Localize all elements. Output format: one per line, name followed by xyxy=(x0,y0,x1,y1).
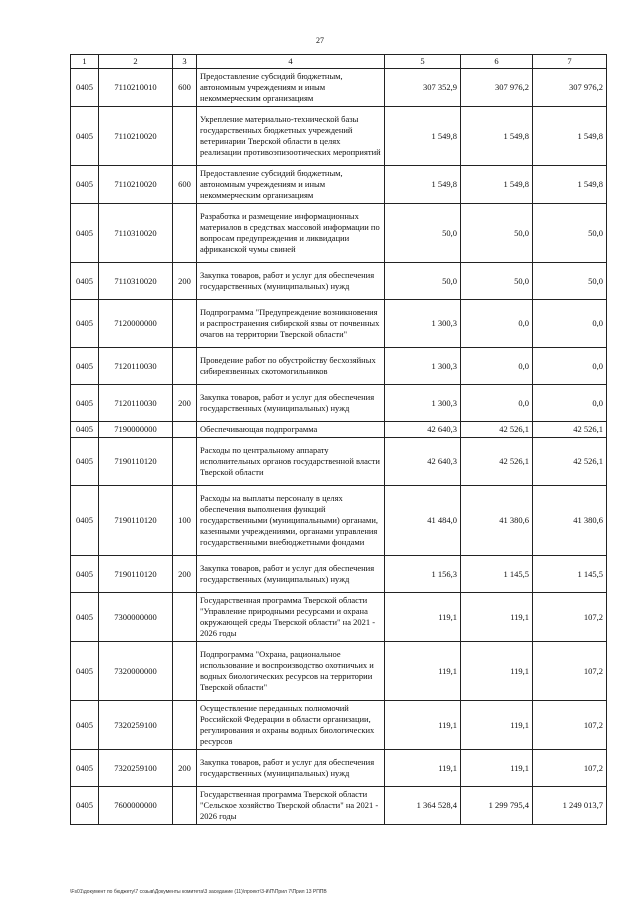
section-cell: 0405 xyxy=(71,593,99,642)
year2-amount-cell: 307 976,2 xyxy=(461,69,533,107)
name-cell: Закупка товаров, работ и услуг для обеспечения государственных (муниципальных) нужд xyxy=(197,263,385,300)
page-number: 27 xyxy=(316,36,324,45)
table-row xyxy=(71,263,607,300)
section-cell: 0405 xyxy=(71,750,99,787)
year3-amount-cell: 0,0 xyxy=(533,348,607,385)
table-row xyxy=(71,556,607,593)
name-cell: Закупка товаров, работ и услуг для обеспечения государственных (муниципальных) нужд xyxy=(197,385,385,422)
section-cell: 0405 xyxy=(71,438,99,486)
table-row xyxy=(71,787,607,825)
expense-type-cell xyxy=(173,300,197,348)
section-cell: 0405 xyxy=(71,787,99,825)
expense-type-cell xyxy=(173,204,197,263)
year1-amount-cell: 119,1 xyxy=(385,642,461,701)
year2-amount-cell: 0,0 xyxy=(461,348,533,385)
year2-amount-cell: 0,0 xyxy=(461,385,533,422)
year1-amount-cell: 119,1 xyxy=(385,750,461,787)
table-row xyxy=(71,166,607,204)
section-cell: 0405 xyxy=(71,166,99,204)
table-row xyxy=(71,438,607,486)
year3-amount-cell: 1 549,8 xyxy=(533,166,607,204)
year2-amount-cell: 1 299 795,4 xyxy=(461,787,533,825)
table-row xyxy=(71,593,607,642)
section-cell: 0405 xyxy=(71,422,99,438)
article-cell: 7320000000 xyxy=(99,642,173,701)
name-cell: Государственная программа Тверской области "Управление природными ресурсами и охрана окружающей среды Тверской области" на 2021 - 2026 годы xyxy=(197,593,385,642)
year1-amount-cell: 41 484,0 xyxy=(385,486,461,556)
year3-amount-cell: 41 380,6 xyxy=(533,486,607,556)
year1-amount-cell: 1 156,3 xyxy=(385,556,461,593)
table-row xyxy=(71,642,607,701)
year3-amount-cell: 107,2 xyxy=(533,642,607,701)
name-cell: Государственная программа Тверской области "Сельское хозяйство Тверской области" на 2021 - 2026 годы xyxy=(197,787,385,825)
article-cell: 7190110120 xyxy=(99,438,173,486)
table-body xyxy=(71,69,607,825)
year1-amount-cell: 1 364 528,4 xyxy=(385,787,461,825)
article-cell: 7120110030 xyxy=(99,385,173,422)
header-col-3: 3 xyxy=(173,55,197,69)
year1-amount-cell: 50,0 xyxy=(385,263,461,300)
expense-type-cell xyxy=(173,438,197,486)
section-cell: 0405 xyxy=(71,69,99,107)
article-cell: 7110310020 xyxy=(99,263,173,300)
year2-amount-cell: 119,1 xyxy=(461,750,533,787)
section-cell: 0405 xyxy=(71,486,99,556)
name-cell: Подпрограмма "Предупреждение возникновения и распространения сибирской язвы от почвенных очагов на территории Тверской области" xyxy=(197,300,385,348)
table-row xyxy=(71,69,607,107)
article-cell: 7300000000 xyxy=(99,593,173,642)
header-col-5: 5 xyxy=(385,55,461,69)
year3-amount-cell: 1 549,8 xyxy=(533,107,607,166)
expense-type-cell: 200 xyxy=(173,263,197,300)
year2-amount-cell: 41 380,6 xyxy=(461,486,533,556)
header-col-4: 4 xyxy=(197,55,385,69)
section-cell: 0405 xyxy=(71,107,99,166)
year3-amount-cell: 50,0 xyxy=(533,263,607,300)
article-cell: 7320259100 xyxy=(99,750,173,787)
expense-type-cell: 600 xyxy=(173,166,197,204)
year3-amount-cell: 50,0 xyxy=(533,204,607,263)
name-cell: Расходы на выплаты персоналу в целях обеспечения выполнения функций государственными (муниципальными) органами, казенными учреждениями, органами управления государственными внебюджетными фондами xyxy=(197,486,385,556)
year3-amount-cell: 1 249 013,7 xyxy=(533,787,607,825)
section-cell: 0405 xyxy=(71,348,99,385)
year2-amount-cell: 119,1 xyxy=(461,642,533,701)
table-row xyxy=(71,300,607,348)
year3-amount-cell: 1 145,5 xyxy=(533,556,607,593)
year1-amount-cell: 42 640,3 xyxy=(385,422,461,438)
year3-amount-cell: 107,2 xyxy=(533,593,607,642)
expense-type-cell: 100 xyxy=(173,486,197,556)
section-cell: 0405 xyxy=(71,385,99,422)
expense-type-cell xyxy=(173,348,197,385)
article-cell: 7600000000 xyxy=(99,787,173,825)
article-cell: 7120000000 xyxy=(99,300,173,348)
section-cell: 0405 xyxy=(71,701,99,750)
article-cell: 7120110030 xyxy=(99,348,173,385)
article-cell: 7110210010 xyxy=(99,69,173,107)
table-row xyxy=(71,422,607,438)
name-cell: Осуществление переданных полномочий Российской Федерации в области организации, регулирования и охраны водных биологических ресурсов xyxy=(197,701,385,750)
year2-amount-cell: 42 526,1 xyxy=(461,438,533,486)
year3-amount-cell: 107,2 xyxy=(533,750,607,787)
table-row xyxy=(71,348,607,385)
year3-amount-cell: 107,2 xyxy=(533,701,607,750)
section-cell: 0405 xyxy=(71,300,99,348)
section-cell: 0405 xyxy=(71,204,99,263)
file-path-footer: \Fs01\документ по бюджету\7 созыв\Документы комитета\3 заседание (11)\проект\3-й\П\Прил 7\Прил 13 РППВ xyxy=(70,889,327,895)
year1-amount-cell: 119,1 xyxy=(385,701,461,750)
header-col-2: 2 xyxy=(99,55,173,69)
section-cell: 0405 xyxy=(71,556,99,593)
year2-amount-cell: 1 145,5 xyxy=(461,556,533,593)
header-col-7: 7 xyxy=(533,55,607,69)
article-cell: 7110310020 xyxy=(99,204,173,263)
header-row xyxy=(71,55,607,69)
table-row xyxy=(71,750,607,787)
year2-amount-cell: 119,1 xyxy=(461,701,533,750)
year2-amount-cell: 50,0 xyxy=(461,263,533,300)
expense-type-cell xyxy=(173,107,197,166)
article-cell: 7190000000 xyxy=(99,422,173,438)
name-cell: Предоставление субсидий бюджетным, автономным учреждениям и иным некоммерческим организациям xyxy=(197,69,385,107)
name-cell: Предоставление субсидий бюджетным, автономным учреждениям и иным некоммерческим организациям xyxy=(197,166,385,204)
table-row xyxy=(71,701,607,750)
year1-amount-cell: 119,1 xyxy=(385,593,461,642)
name-cell: Проведение работ по обустройству бесхозяйных сибиреязвенных скотомогильников xyxy=(197,348,385,385)
year1-amount-cell: 1 549,8 xyxy=(385,107,461,166)
expense-type-cell: 600 xyxy=(173,69,197,107)
table-row xyxy=(71,204,607,263)
year1-amount-cell: 1 300,3 xyxy=(385,300,461,348)
article-cell: 7110210020 xyxy=(99,107,173,166)
header-col-1: 1 xyxy=(71,55,99,69)
year1-amount-cell: 42 640,3 xyxy=(385,438,461,486)
year1-amount-cell: 1 549,8 xyxy=(385,166,461,204)
section-cell: 0405 xyxy=(71,263,99,300)
year3-amount-cell: 42 526,1 xyxy=(533,438,607,486)
year2-amount-cell: 42 526,1 xyxy=(461,422,533,438)
year3-amount-cell: 307 976,2 xyxy=(533,69,607,107)
year1-amount-cell: 1 300,3 xyxy=(385,348,461,385)
year1-amount-cell: 307 352,9 xyxy=(385,69,461,107)
year2-amount-cell: 1 549,8 xyxy=(461,107,533,166)
expense-type-cell xyxy=(173,701,197,750)
table-row xyxy=(71,486,607,556)
name-cell: Укрепление материально-технической базы государственных бюджетных учреждений ветеринарии Тверской области в целях реализации противоэпизоотических мероприятий xyxy=(197,107,385,166)
year2-amount-cell: 50,0 xyxy=(461,204,533,263)
section-cell: 0405 xyxy=(71,642,99,701)
expense-type-cell xyxy=(173,593,197,642)
article-cell: 7190110120 xyxy=(99,556,173,593)
name-cell: Обеспечивающая подпрограмма xyxy=(197,422,385,438)
expense-type-cell: 200 xyxy=(173,556,197,593)
table-row xyxy=(71,107,607,166)
expense-type-cell xyxy=(173,422,197,438)
year2-amount-cell: 119,1 xyxy=(461,593,533,642)
expense-type-cell xyxy=(173,642,197,701)
year3-amount-cell: 0,0 xyxy=(533,385,607,422)
article-cell: 7190110120 xyxy=(99,486,173,556)
table-row xyxy=(71,385,607,422)
name-cell: Закупка товаров, работ и услуг для обеспечения государственных (муниципальных) нужд xyxy=(197,556,385,593)
article-cell: 7320259100 xyxy=(99,701,173,750)
article-cell: 7110210020 xyxy=(99,166,173,204)
budget-table xyxy=(70,54,607,825)
name-cell: Закупка товаров, работ и услуг для обеспечения государственных (муниципальных) нужд xyxy=(197,750,385,787)
expense-type-cell: 200 xyxy=(173,385,197,422)
year2-amount-cell: 0,0 xyxy=(461,300,533,348)
year1-amount-cell: 50,0 xyxy=(385,204,461,263)
year2-amount-cell: 1 549,8 xyxy=(461,166,533,204)
name-cell: Разработка и размещение информационных материалов в средствах массовой информации по вопросам предупреждения и ликвидации африканской чумы свиней xyxy=(197,204,385,263)
year3-amount-cell: 42 526,1 xyxy=(533,422,607,438)
year1-amount-cell: 1 300,3 xyxy=(385,385,461,422)
name-cell: Расходы по центральному аппарату исполнительных органов государственной власти Тверской области xyxy=(197,438,385,486)
expense-type-cell xyxy=(173,787,197,825)
name-cell: Подпрограмма "Охрана, рациональное использование и воспроизводство охотничьих и водных биологических ресурсов на территории Тверской области" xyxy=(197,642,385,701)
expense-type-cell: 200 xyxy=(173,750,197,787)
year3-amount-cell: 0,0 xyxy=(533,300,607,348)
header-col-6: 6 xyxy=(461,55,533,69)
